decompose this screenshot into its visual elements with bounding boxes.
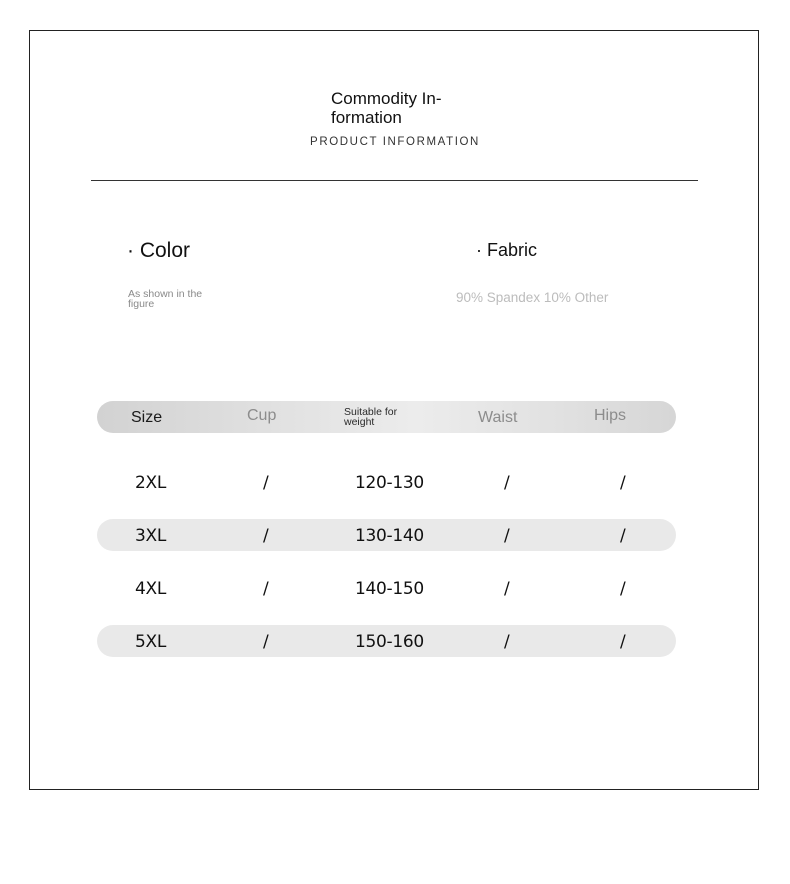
cell-size: 5XL — [135, 632, 167, 652]
header-hips: Hips — [594, 407, 627, 424]
cell-waist: / — [504, 579, 510, 599]
cell-waist: / — [504, 632, 510, 652]
cell-waist: / — [504, 473, 510, 493]
fabric-label: · Fabric — [476, 240, 538, 260]
page-subtitle: PRODUCT INFORMATION — [310, 136, 480, 148]
cell-weight: 150-160 — [355, 632, 424, 652]
header-size: Size — [131, 409, 163, 426]
cell-size: 2XL — [135, 473, 167, 493]
cell-hips: / — [620, 632, 626, 652]
cell-waist: / — [504, 526, 510, 546]
page-title — [331, 89, 461, 127]
cell-hips: / — [620, 473, 626, 493]
cell-cup: / — [263, 579, 269, 599]
fabric-value: 90% Spandex 10% Other — [456, 290, 609, 305]
cell-cup: / — [263, 632, 269, 652]
cell-size: 3XL — [135, 526, 167, 546]
header-cup: Cup — [247, 407, 277, 424]
color-value: As shown in the figure — [128, 288, 203, 310]
cell-weight: 120-130 — [355, 473, 424, 493]
cell-hips: / — [620, 526, 626, 546]
cell-size: 4XL — [135, 579, 167, 599]
cell-cup: / — [263, 526, 269, 546]
header-waist: Waist — [478, 409, 518, 426]
divider-line — [91, 180, 698, 181]
color-label: · Color — [127, 239, 191, 262]
cell-cup: / — [263, 473, 269, 493]
header-weight: Suitable for weight — [344, 406, 398, 428]
page-title-line1: Commodity In- — [331, 89, 442, 108]
cell-weight: 130-140 — [355, 526, 424, 546]
cell-weight: 140-150 — [355, 579, 424, 599]
cell-hips: / — [620, 579, 626, 599]
page-title-line2: formation — [331, 108, 402, 127]
